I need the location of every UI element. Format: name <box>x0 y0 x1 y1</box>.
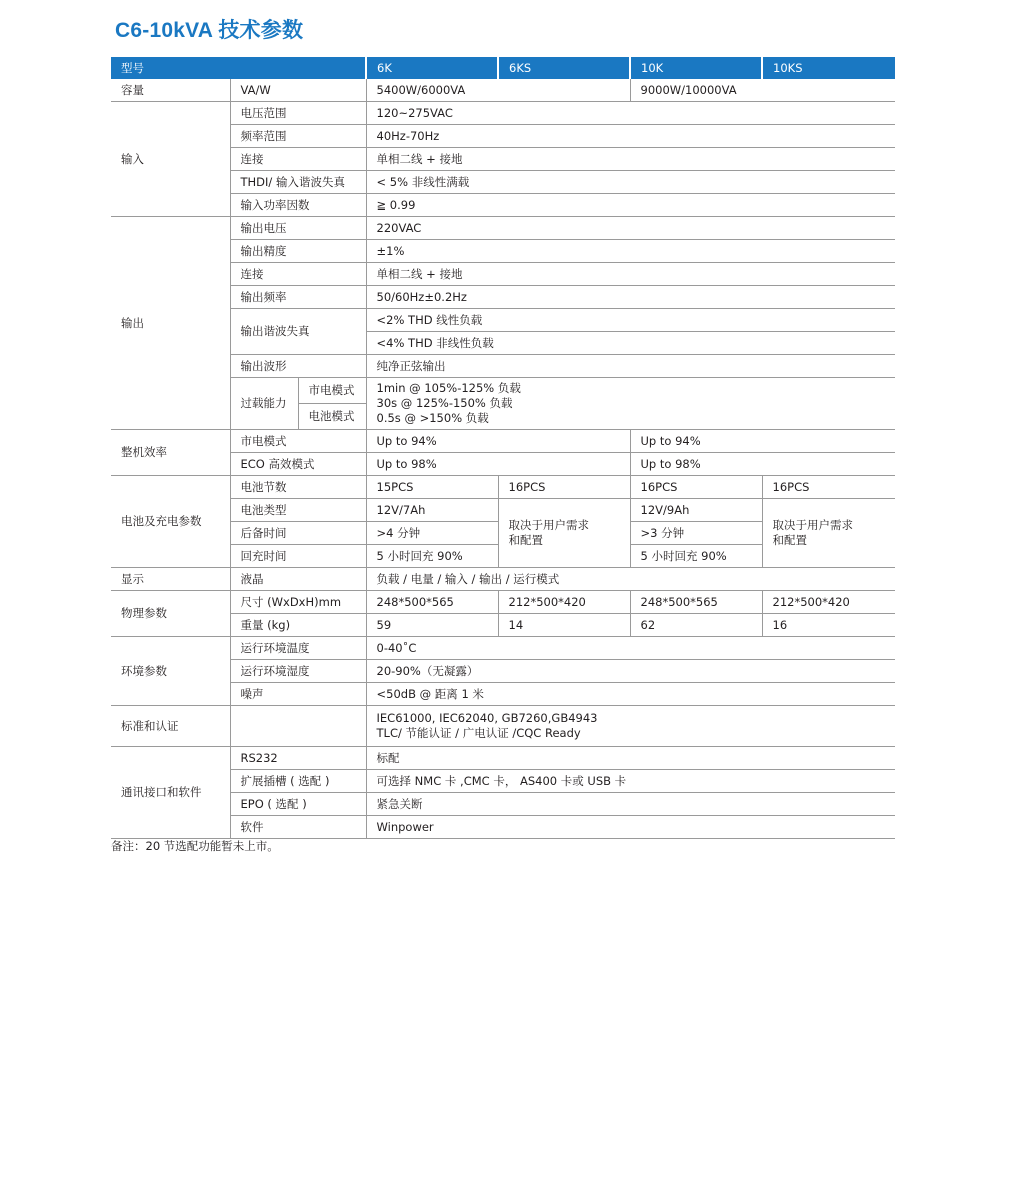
row-value: 40Hz-70Hz <box>366 125 895 148</box>
row-value: 0-40˚C <box>366 637 895 660</box>
row-label: 频率范围 <box>230 125 366 148</box>
row-label: 噪声 <box>230 683 366 706</box>
capacity-6k-value: 5400W/6000VA <box>366 79 630 102</box>
row-value: ≧ 0.99 <box>366 194 895 217</box>
size-6k: 248*500*565 <box>366 591 498 614</box>
category-capacity: 容量 <box>111 79 230 102</box>
category-comm: 通讯接口和软件 <box>111 747 230 839</box>
row-value: <50dB @ 距离 1 米 <box>366 683 895 706</box>
row-value: Winpower <box>366 816 895 839</box>
overload-line-2: 30s @ 125%-150% 负载 <box>376 396 513 410</box>
table-row <box>111 637 895 660</box>
battery-type-6k: 12V/7Ah <box>366 499 498 522</box>
row-label: 软件 <box>230 816 366 839</box>
size-6ks: 212*500*420 <box>498 591 630 614</box>
category-battery: 电池及充电参数 <box>111 476 230 568</box>
table-row <box>111 217 895 240</box>
table-row <box>111 102 895 125</box>
model-6k-header: 6K <box>366 57 498 79</box>
row-label: 电池类型 <box>230 499 366 522</box>
size-10k: 248*500*565 <box>630 591 762 614</box>
row-label: 连接 <box>230 263 366 286</box>
row-value: 220VAC <box>366 217 895 240</box>
row-label: 输出波形 <box>230 355 366 378</box>
row-label: EPO ( 选配 ) <box>230 793 366 816</box>
row-value: 标配 <box>366 747 895 770</box>
row-label: 电池节数 <box>230 476 366 499</box>
table-row <box>111 79 895 102</box>
battery-recharge-10k: 5 小时回充 90% <box>630 545 762 568</box>
overload-mode-line: 市电模式 <box>298 378 366 404</box>
row-label: 连接 <box>230 148 366 171</box>
row-value: 20-90%（无凝露） <box>366 660 895 683</box>
row-label: 尺寸 (WxDxH)mm <box>230 591 366 614</box>
spec-table <box>111 57 895 839</box>
row-value: ±1% <box>366 240 895 263</box>
custom-line-1: 取决于用户需求 <box>772 518 854 532</box>
footnote: 备注：20 节选配功能暂未上市。 <box>111 839 279 853</box>
table-row <box>111 747 895 770</box>
row-label: 重量 (kg) <box>230 614 366 637</box>
efficiency-6k-value: Up to 98% <box>366 453 630 476</box>
weight-10k: 62 <box>630 614 762 637</box>
category-output: 输出 <box>111 217 230 430</box>
model-6ks-header: 6KS <box>498 57 630 79</box>
standards-line-1: IEC61000, IEC62040, GB7260,GB4943 <box>376 711 598 725</box>
battery-count-10k: 16PCS <box>630 476 762 499</box>
page-title: C6-10kVA 技术参数 <box>115 19 304 42</box>
battery-type-10k: 12V/9Ah <box>630 499 762 522</box>
row-label: THDI/ 输入谐波失真 <box>230 171 366 194</box>
row-label: 运行环境温度 <box>230 637 366 660</box>
battery-custom-6ks <box>498 499 630 568</box>
category-input: 输入 <box>111 102 230 217</box>
row-label: 输出谐波失真 <box>230 309 366 355</box>
category-standards: 标准和认证 <box>111 706 230 747</box>
row-value: 50/60Hz±0.2Hz <box>366 286 895 309</box>
category-efficiency: 整机效率 <box>111 430 230 476</box>
model-10ks-header: 10KS <box>762 57 895 79</box>
row-label-empty <box>230 706 366 747</box>
table-row <box>111 568 895 591</box>
row-value: <4% THD 非线性负载 <box>366 332 895 355</box>
model-10k-header: 10K <box>630 57 762 79</box>
weight-10ks: 16 <box>762 614 895 637</box>
table-header-row <box>111 57 895 79</box>
capacity-10k-value: 9000W/10000VA <box>630 79 895 102</box>
row-label: 回充时间 <box>230 545 366 568</box>
battery-custom-10ks <box>762 499 895 568</box>
table-row <box>111 430 895 453</box>
row-label: 输出频率 <box>230 286 366 309</box>
weight-6ks: 14 <box>498 614 630 637</box>
table-row <box>111 706 895 747</box>
row-label: 输出精度 <box>230 240 366 263</box>
row-label: 市电模式 <box>230 430 366 453</box>
overload-line-1: 1min @ 105%-125% 负载 <box>376 381 521 395</box>
model-header: 型号 <box>111 57 366 79</box>
row-value: 单相二线 + 接地 <box>366 263 895 286</box>
category-physical: 物理参数 <box>111 591 230 637</box>
category-environment: 环境参数 <box>111 637 230 706</box>
battery-backup-6k: >4 分钟 <box>366 522 498 545</box>
overload-line-3: 0.5s @ >150% 负载 <box>376 411 489 425</box>
efficiency-10k-value: Up to 98% <box>630 453 895 476</box>
row-value: 纯净正弦输出 <box>366 355 895 378</box>
row-value: 可选择 NMC 卡 ,CMC 卡， AS400 卡或 USB 卡 <box>366 770 895 793</box>
standards-line-2: TLC/ 节能认证 / 广电认证 /CQC Ready <box>376 726 581 740</box>
custom-line-1: 取决于用户需求 <box>508 518 590 532</box>
battery-backup-10k: >3 分钟 <box>630 522 762 545</box>
battery-count-6ks: 16PCS <box>498 476 630 499</box>
row-label: 电压范围 <box>230 102 366 125</box>
row-value: 负载 / 电量 / 输入 / 输出 / 运行模式 <box>366 568 895 591</box>
row-label: 运行环境湿度 <box>230 660 366 683</box>
efficiency-6k-value: Up to 94% <box>366 430 630 453</box>
category-display: 显示 <box>111 568 230 591</box>
row-label: 液晶 <box>230 568 366 591</box>
row-label: VA/W <box>230 79 366 102</box>
row-label: 输入功率因数 <box>230 194 366 217</box>
table-row <box>111 476 895 499</box>
standards-value <box>366 706 895 747</box>
custom-line-2: 和配置 <box>508 533 544 547</box>
battery-count-10ks: 16PCS <box>762 476 895 499</box>
weight-6k: 59 <box>366 614 498 637</box>
row-label: 扩展插槽 ( 选配 ) <box>230 770 366 793</box>
row-value: 120~275VAC <box>366 102 895 125</box>
size-10ks: 212*500*420 <box>762 591 895 614</box>
overload-mode-battery: 电池模式 <box>298 404 366 430</box>
row-value: < 5% 非线性满载 <box>366 171 895 194</box>
row-value: 紧急关断 <box>366 793 895 816</box>
overload-value <box>366 378 895 430</box>
row-value: <2% THD 线性负载 <box>366 309 895 332</box>
row-label: 过载能力 <box>230 378 298 430</box>
row-label: 后备时间 <box>230 522 366 545</box>
battery-recharge-6k: 5 小时回充 90% <box>366 545 498 568</box>
row-label: 输出电压 <box>230 217 366 240</box>
custom-line-2: 和配置 <box>772 533 808 547</box>
battery-count-6k: 15PCS <box>366 476 498 499</box>
row-label: ECO 高效模式 <box>230 453 366 476</box>
row-value: 单相二线 + 接地 <box>366 148 895 171</box>
row-label: RS232 <box>230 747 366 770</box>
table-row <box>111 591 895 614</box>
efficiency-10k-value: Up to 94% <box>630 430 895 453</box>
